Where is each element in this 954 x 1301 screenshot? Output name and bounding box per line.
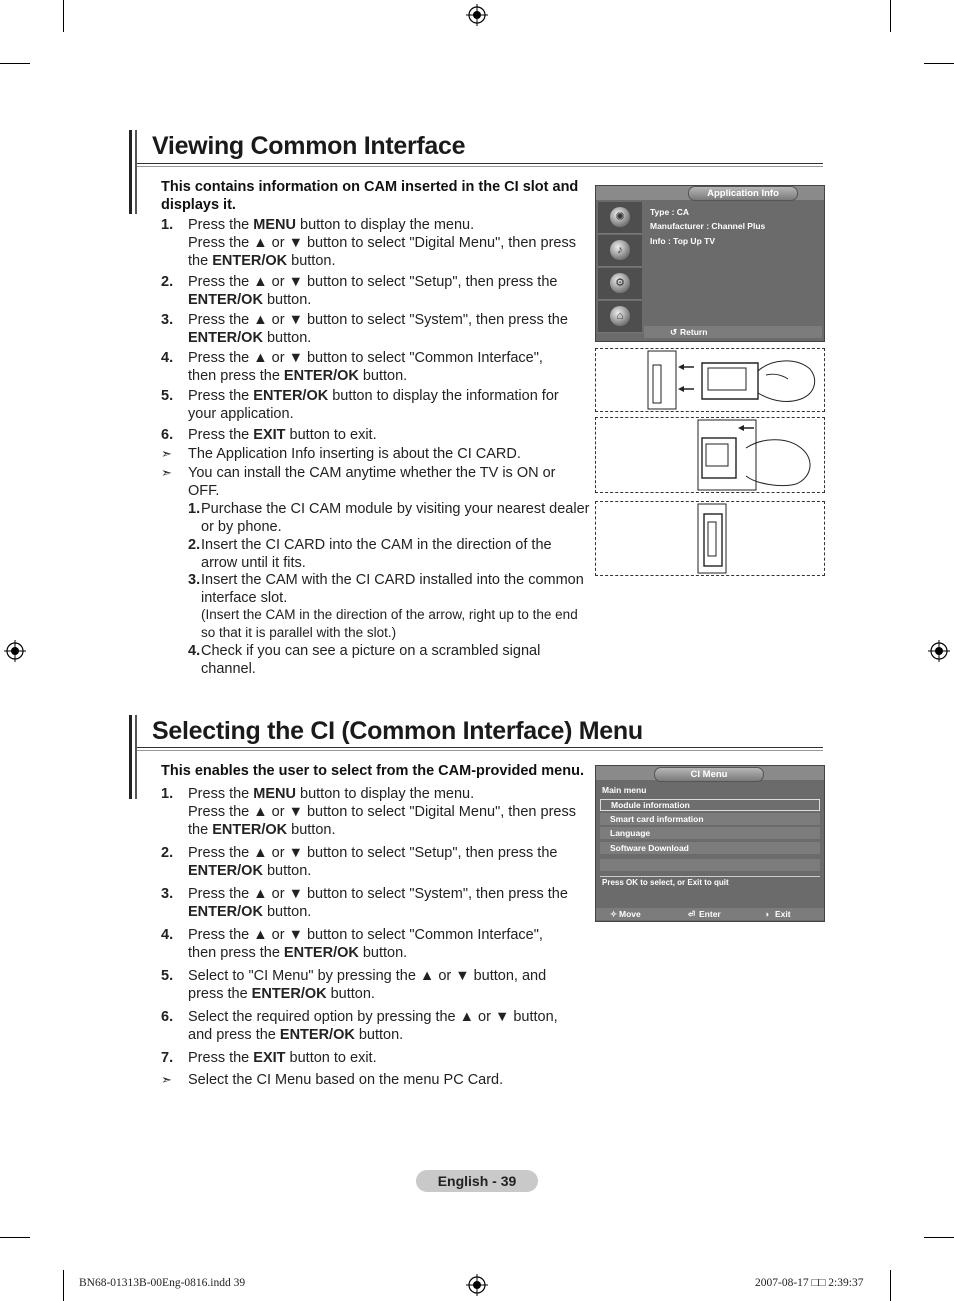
step-text: Press the ENTER/OK button to display the information for your application. [188,388,559,422]
crop-mark [924,63,954,64]
ci-menu-screen [595,765,825,922]
step-text: Press the ▲ or ▼ button to select "System", then press the ENTER/OK button. [188,886,568,920]
date-slug: 2007-08-17 □□ 2:39:37 [755,1277,864,1289]
step-text: Select to "CI Menu" by pressing the ▲ or ▼ button, and press the ENTER/OK button. [188,968,547,1002]
return-icon: ↺ [670,327,678,337]
note-arrow-icon: ➣ [161,465,172,480]
section-rule [137,166,823,167]
section-rule [137,747,823,748]
menu-item-language[interactable]: Language [600,827,820,839]
step-text: Press the ▲ or ▼ button to select "Common Interface", then press the ENTER/OK button. [188,927,543,961]
section-title: Selecting the CI (Common Interface) Menu [152,717,643,745]
step-number: 4. [161,350,174,366]
input-icon: ⌂ [610,306,630,326]
step-text: Select the required option by pressing the ▲ or ▼ button, and press the ENTER/OK button. [188,1009,558,1043]
sub-step-text: Check if you can see a picture on a scrambled signal channel. [201,643,541,677]
step-number: 4. [161,927,174,943]
sub-step-number: 2. [188,537,201,553]
section-rule [137,750,823,751]
section-bar [129,715,132,799]
crop-mark [924,1237,954,1238]
file-slug: BN68-01313B-00Eng-0816.indd 39 [79,1277,246,1289]
gear-icon: ⚙ [610,273,630,293]
menu-icon-cell [598,235,642,267]
step-text: Press the MENU button to display the menu. Press the ▲ or ▼ button to select "Digital Menu", then press the ENTER/OK button. [188,217,576,269]
crop-mark [0,1237,30,1238]
menu-icon-cell [598,301,642,333]
section-bar [135,715,137,799]
section-intro: This contains information on CAM inserted in the CI slot and displays it. [161,179,579,213]
sub-step-text: Insert the CAM with the CI CARD installed into the common interface slot. [201,572,584,606]
screen-title: CI Menu [654,767,764,782]
application-info-screen [595,185,825,342]
crop-mark [890,0,891,32]
step-number: 7. [161,1050,174,1066]
sub-step-text: Insert the CI CARD into the CAM in the direction of the arrow until it fits. [201,537,552,571]
step-text: Press the EXIT button to exit. [188,1050,377,1066]
menu-item-module-information[interactable]: Module information [600,799,820,811]
step-text: Press the EXIT button to exit. [188,427,377,443]
sub-step-number: 3. [188,572,201,588]
step-number: 5. [161,388,174,404]
diagram-card-insert [595,348,825,412]
section-title: Viewing Common Interface [152,132,466,160]
note-arrow-icon: ➣ [161,1072,172,1087]
step-text: Press the ▲ or ▼ button to select "System", then press the ENTER/OK button. [188,312,568,346]
sub-step-text: (Insert the CAM in the direction of the arrow, right up to the end so that it is parallel with the slot.) [201,607,578,640]
diagram-cam-installed [595,501,825,576]
cam-installed-illustration [596,502,824,575]
move-label: Move [619,909,641,919]
page-number: English - 39 [416,1170,538,1192]
enter-label[interactable]: Enter [699,909,721,919]
step-text: Press the ▲ or ▼ button to select "Setup", then press the ENTER/OK button. [188,274,558,308]
move-icon: ✧ [610,909,618,919]
sub-step-text: Purchase the CI CAM module by visiting your nearest dealer or by phone. [201,501,590,535]
manufacturer-value: Manufacturer : Channel Plus [650,221,766,231]
section-bar [135,130,137,214]
step-number: 6. [161,427,174,443]
crop-mark [890,1270,891,1301]
menu-item-software-download[interactable]: Software Download [600,842,820,854]
type-value: Type : CA [650,207,690,217]
step-number: 6. [161,1009,174,1025]
screen-divider [600,876,820,877]
step-number: 1. [161,217,174,233]
screen-footer [644,326,822,338]
diagram-cam-insert [595,417,825,493]
step-number: 5. [161,968,174,984]
hint-text: Press OK to select, or Exit to quit [602,878,729,887]
screen-title: Application Info [688,186,798,201]
menu-icon-cell [598,268,642,300]
satellite-icon: ✺ [610,207,630,227]
section-rule [137,163,823,164]
step-number: 3. [161,886,174,902]
ci-card-insert-illustration [596,349,824,411]
section-intro: This enables the user to select from the CAM-provided menu. [161,763,584,779]
step-number: 2. [161,845,174,861]
step-text: Press the ▲ or ▼ button to select "Setup", then press the ENTER/OK button. [188,845,558,879]
registration-mark-icon [4,640,26,662]
crop-mark [63,0,64,32]
screen-footer [596,908,824,920]
crop-mark [63,1270,64,1301]
step-text: Press the MENU button to display the menu. Press the ▲ or ▼ button to select "Digital Menu", then press the ENTER/OK button. [188,786,576,838]
note-arrow-icon: ➣ [161,446,172,461]
sub-step-number: 4. [188,643,201,659]
exit-icon: ◑ [764,909,770,919]
sound-icon: ♪ [610,240,630,260]
registration-mark-icon [466,1274,488,1296]
registration-mark-icon [466,4,488,26]
step-text: Press the ▲ or ▼ button to select "Common Interface", then press the ENTER/OK button. [188,350,543,384]
exit-label[interactable]: Exit [775,909,791,919]
menu-item-smart-card-information[interactable]: Smart card information [600,813,820,825]
registration-mark-icon [928,640,950,662]
enter-icon: ⏎ [688,909,696,919]
step-number: 2. [161,274,174,290]
sub-step-number: 1. [188,501,201,517]
step-number: 3. [161,312,174,328]
section-bar [129,130,132,214]
menu-item-empty[interactable] [600,859,820,871]
cam-insert-illustration [596,418,824,492]
return-label[interactable]: Return [680,327,708,337]
crop-mark [0,63,30,64]
main-menu-label: Main menu [602,785,647,795]
info-value: Info : Top Up TV [650,236,715,246]
step-number: 1. [161,786,174,802]
menu-icon-cell [598,202,642,234]
